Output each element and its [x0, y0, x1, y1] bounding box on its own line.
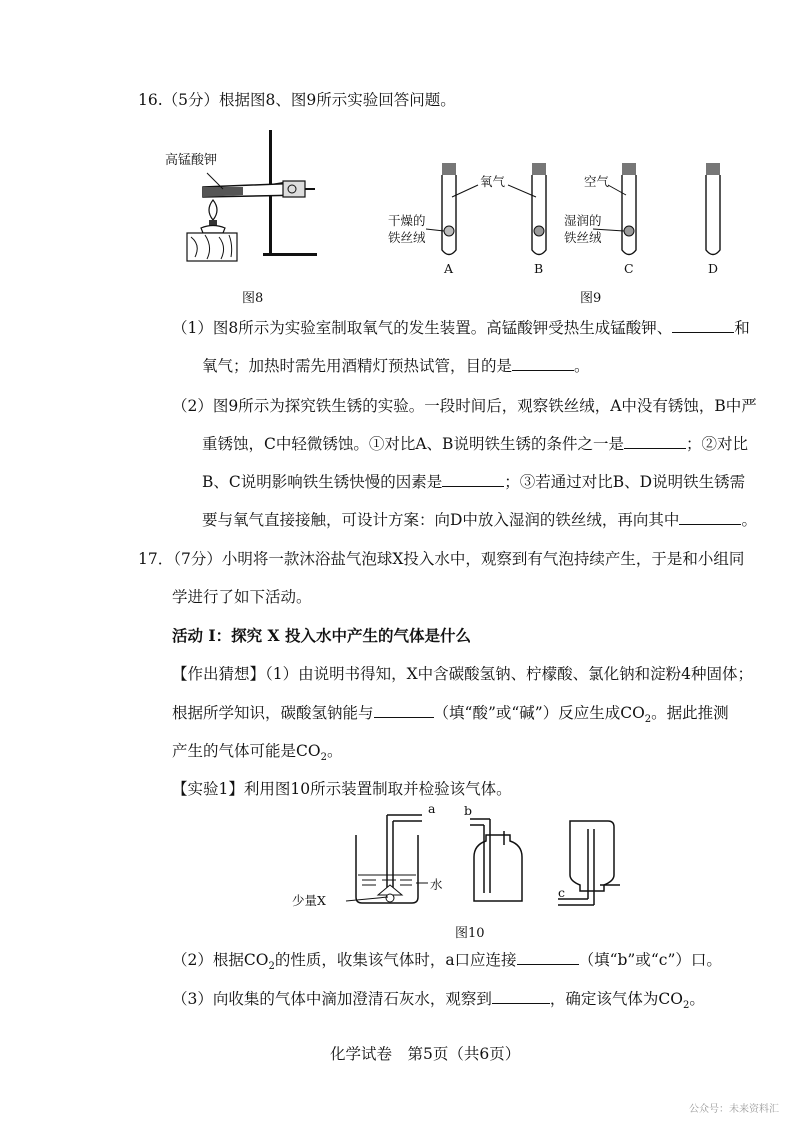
figure-9-caption: 图9	[580, 291, 602, 306]
guess-line3: 产生的气体可能是$CO_2$。	[172, 742, 343, 764]
figure-8	[165, 125, 325, 275]
q16-part2-line1: （2）图9所示为探究铁生锈的实验。一段时间后，观察铁丝绒，A中没有锈蚀，B中严	[172, 397, 757, 415]
answer-blank	[374, 703, 434, 718]
figure-8-caption: 图8	[242, 291, 264, 306]
q16-header: 16.（5分）根据图8、图9所示实验回答问题。	[138, 91, 456, 109]
dry-wool-label-1: 干燥的	[388, 213, 426, 228]
port-c-label: c	[558, 885, 566, 900]
tube-label-c: C	[624, 261, 634, 276]
tube-label-d: D	[708, 261, 719, 276]
air-label: 空气	[584, 174, 610, 189]
water-label: 水	[430, 877, 443, 892]
q16-part2-line2: 重锈蚀，C中轻微锈蚀。①对比A、B说明铁生锈的条件之一是 ；②对比	[202, 435, 748, 453]
q17-header-line2: 学进行了如下活动。	[172, 588, 312, 606]
q16-part2-line4: 要与氧气直接接触，可设计方案：向D中放入湿润的铁丝绒，再向其中 。	[202, 511, 757, 529]
q17-header-line1: 17．（7分）小明将一款沐浴盐气泡球X投入水中，观察到有气泡持续产生，于是和小组同	[138, 550, 745, 568]
gas-collection-apparatus	[290, 805, 630, 915]
answer-blank	[672, 318, 734, 333]
q17-part3-line: （3）向收集的气体中滴加澄清石灰水，观察到 ，确定该气体为$CO_2$。	[172, 990, 705, 1012]
dry-wool-label-2: 铁丝绒	[388, 230, 426, 245]
answer-blank	[442, 472, 504, 487]
q17-part2-line: （2）根据$CO_2$的性质，收集该气体时，a口应连接 （填“b”或“c”）口。	[172, 951, 722, 973]
answer-blank	[679, 510, 741, 525]
guess-line2: 根据所学知识，碳酸氢钠能与 （填“酸”或“碱”）反应生成$CO_2$。据此推测	[172, 704, 729, 726]
port-a-label: a	[428, 801, 436, 816]
figure-10-caption: 图10	[455, 926, 485, 941]
answer-blank	[517, 950, 579, 965]
answer-blank	[512, 356, 574, 371]
answer-blank	[492, 989, 550, 1004]
activity-title: 活动 I：探究 X 投入水中产生的气体是什么	[172, 626, 471, 645]
q16-part1-line1: （1）图8所示为实验室制取氧气的发生装置。高锰酸钾受热生成锰酸钾、 和	[172, 319, 750, 337]
q16-part1-line2: 氧气；加热时需先用酒精灯预热试管，目的是 。	[202, 357, 590, 375]
oxygen-label: 氧气	[480, 174, 506, 189]
tube-label-a: A	[444, 261, 454, 276]
watermark: 公众号：未来资料汇	[689, 1104, 779, 1115]
answer-blank	[624, 434, 686, 449]
page-footer: 化学试卷 第5页（共6页）	[330, 1045, 521, 1063]
wet-wool-label-2: 铁丝绒	[564, 230, 602, 245]
x-label: 少量X	[292, 893, 326, 908]
figure-10	[290, 801, 630, 915]
chem-label: 高锰酸钾	[165, 153, 218, 168]
figure-9	[388, 155, 748, 285]
port-b-label: b	[464, 803, 473, 818]
guess-line1: 【作出猜想】（1）由说明书得知，X中含碳酸氢钠、柠檬酸、氯化钠和淀粉4种固体；	[172, 665, 754, 683]
q16-part2-line3: B、C说明影响铁生锈快慢的因素是 ；③若通过对比B、D说明铁生锈需	[202, 473, 746, 491]
experiment-1-line: 【实验1】利用图10所示装置制取并检验该气体。	[172, 780, 512, 798]
tube-label-b: B	[534, 261, 544, 276]
wet-wool-label-1: 湿润的	[564, 213, 602, 228]
potassium-permanganate-apparatus	[165, 125, 325, 275]
